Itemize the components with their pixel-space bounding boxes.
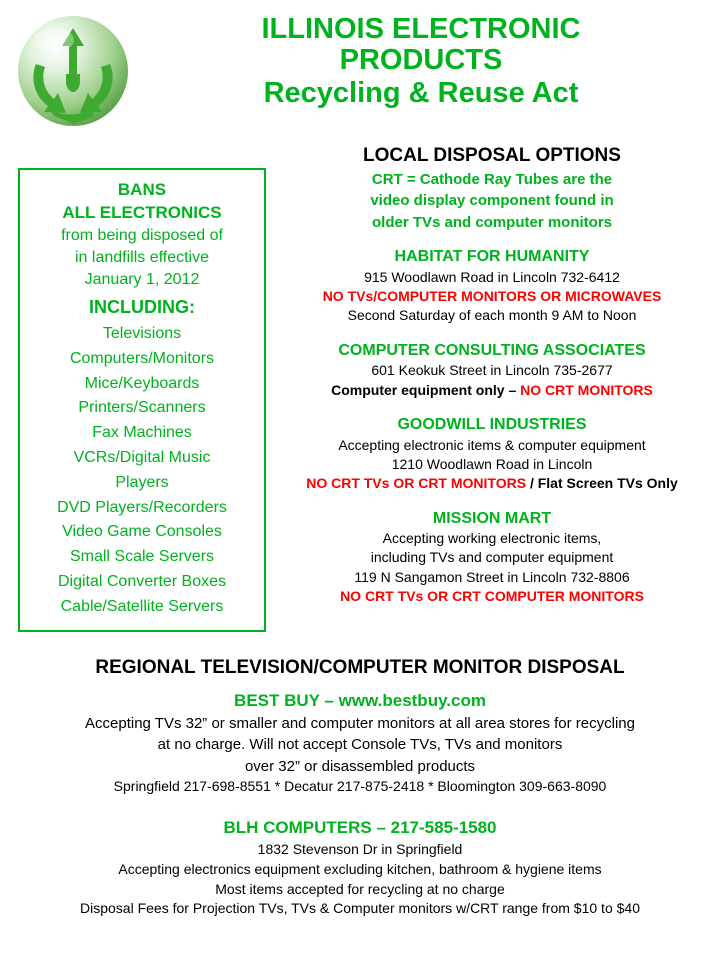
logo-arrows-svg	[14, 12, 132, 130]
organization-restriction-red: NO CRT TVs OR CRT MONITORS	[306, 475, 527, 492]
regional-name: BLH COMPUTERS – 217-585-1580	[223, 817, 497, 837]
regional-disposal-section	[0, 656, 720, 920]
list-item: Digital Converter Boxes	[57, 572, 227, 590]
organization-name: COMPUTER CONSULTING ASSOCIATES	[338, 341, 646, 359]
organization-name: GOODWILL INDUSTRIES	[397, 416, 587, 433]
organization-line-2: including TVs and computer equipment	[370, 549, 614, 566]
organization-line-2: 1210 Woodlawn Road in Lincoln	[391, 455, 593, 472]
recycling-globe-plug-icon	[14, 12, 132, 130]
organization-restriction: NO TVs/COMPUTER MONITORS OR MICROWAVES	[322, 288, 662, 305]
regional-line: Most items accepted for recycling at no charge	[215, 880, 505, 897]
regional-title: REGIONAL TELEVISION/COMPUTER MONITOR DISPOSAL	[95, 656, 625, 678]
list-item: Televisions	[102, 324, 182, 342]
title-line-3: Recycling & Reuse Act	[263, 76, 579, 109]
regional-line: 1832 Stevenson Dr in Springfield	[257, 840, 463, 857]
local-disposal-section	[266, 144, 708, 606]
list-item: Video Game Consoles	[62, 523, 222, 541]
section-spacer	[14, 797, 706, 807]
bans-sub-line-2: in landfills effective	[75, 248, 209, 266]
organization-restriction: NO CRT TVs OR CRT COMPUTER MONITORS	[340, 588, 644, 605]
list-item: VCRs/Digital Music	[73, 448, 211, 466]
list-item: Computers/Monitors	[69, 349, 215, 367]
local-disposal-title: LOCAL DISPOSAL OPTIONS	[363, 145, 621, 166]
list-item: Printers/Scanners	[78, 399, 206, 417]
title-line-2: PRODUCTS	[339, 44, 503, 77]
list-item: Mice/Keyboards	[84, 374, 200, 392]
organization-goodwill	[276, 414, 708, 494]
organization-restriction-black: / Flat Screen TVs Only	[526, 475, 678, 492]
crt-definition-line-3: older TVs and computer monitors	[371, 213, 613, 231]
regional-block-blh-computers	[14, 817, 706, 919]
list-item: Cable/Satellite Servers	[60, 597, 224, 615]
regional-name: BEST BUY – www.bestbuy.com	[234, 691, 486, 711]
organization-line-1: Accepting working electronic items,	[382, 530, 602, 547]
organization-hours: Second Saturday of each month 9 AM to Noon	[347, 307, 637, 324]
organization-note-black: Computer equipment only –	[331, 381, 521, 398]
page-title	[132, 6, 710, 109]
bans-sub-line-1: from being disposed of	[61, 226, 223, 244]
organization-habitat	[276, 246, 708, 326]
bans-heading-1: BANS	[117, 180, 167, 199]
organization-restriction	[276, 474, 708, 493]
crt-definition-line-2: video display component found in	[370, 192, 614, 210]
organization-line-3: 119 N Sangamon Street in Lincoln 732-8806	[354, 568, 630, 585]
flyer-header	[0, 0, 720, 130]
body-columns	[0, 130, 720, 632]
regional-phone-line: Springfield 217-698-8551 * Decatur 217-875-2418 * Bloomington 309-663-8090	[113, 778, 607, 795]
bans-including-label: INCLUDING:	[89, 297, 195, 318]
bans-heading-2: ALL ELECTRONICS	[62, 203, 222, 223]
regional-line: at no charge. Will not accept Console TVs, TVs and monitors	[157, 736, 563, 754]
bans-sub-line-3: January 1, 2012	[84, 271, 200, 289]
regional-line: Accepting TVs 32” or smaller and computer monitors at all area stores for recycling	[85, 715, 635, 733]
regional-line: over 32” or disassembled products	[244, 757, 476, 775]
list-item: DVD Players/Recorders	[57, 498, 227, 516]
bans-box	[18, 168, 266, 632]
list-item: Small Scale Servers	[69, 548, 215, 566]
organization-line-1: Accepting electronic items & computer equipment	[338, 436, 646, 453]
organization-computer-consulting-associates	[276, 340, 708, 400]
list-item: Players	[115, 473, 169, 491]
organization-name: MISSION MART	[432, 509, 552, 527]
organization-name: HABITAT FOR HUMANITY	[394, 248, 590, 266]
regional-line: Disposal Fees for Projection TVs, TVs & Computer monitors w/CRT range from $10 to $40	[80, 900, 640, 917]
organization-address: 915 Woodlawn Road in Lincoln 732-6412	[364, 268, 620, 285]
crt-definition-line-1: CRT = Cathode Ray Tubes are the	[371, 170, 613, 188]
regional-line: Accepting electronics equipment excluding kitchen, bathroom & hygiene items	[118, 860, 602, 877]
list-item: Fax Machines	[92, 424, 192, 442]
organization-note-red: NO CRT MONITORS	[520, 381, 653, 398]
organization-note	[276, 381, 708, 400]
title-line-1: ILLINOIS ELECTRONIC	[261, 13, 581, 45]
regional-block-best-buy	[14, 690, 706, 797]
organization-mission-mart	[276, 508, 708, 607]
organization-address: 601 Keokuk Street in Lincoln 735-2677	[371, 362, 613, 379]
